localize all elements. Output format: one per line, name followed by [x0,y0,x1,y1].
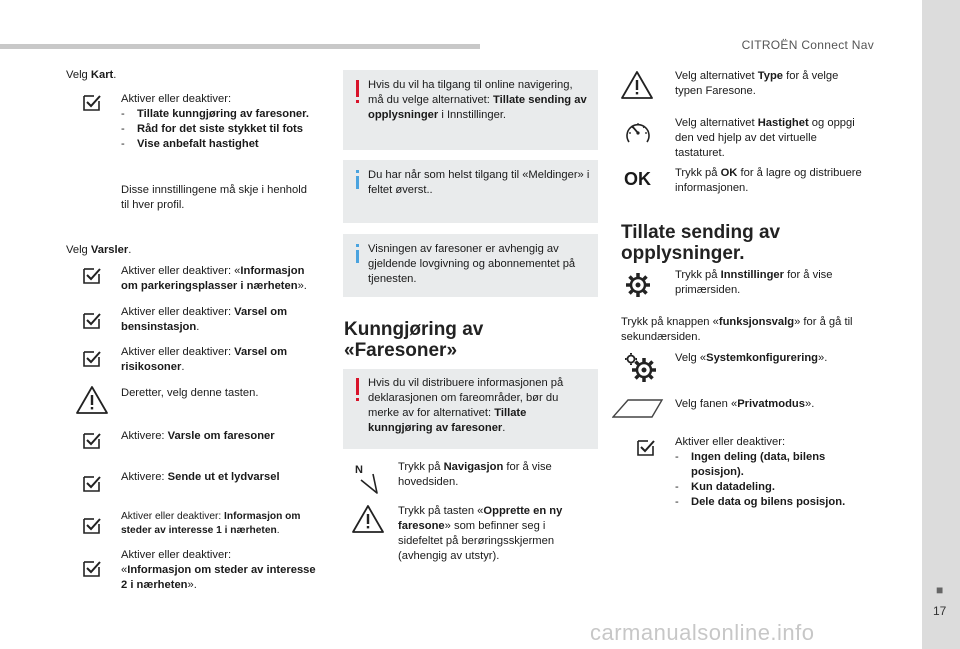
settings-gear-icon [624,271,652,299]
brand-title: CITROËN Connect Nav [741,38,874,52]
checkbox-icon [82,473,102,493]
page-end-marker: ■ [936,583,944,597]
info-mark-dot [356,244,359,247]
warning-mark [356,378,359,395]
press-create-zone-text: Trykk på tasten «Opprette en ny faresone» som befinner seg i sidefeltet på berøringsskjermen (avhengig av utstyr). [398,505,563,562]
checkbox-icon [636,437,656,457]
ok-icon: OK [624,169,651,189]
select-alerts-text: Velg Varsler. [66,244,132,256]
warning-triangle-icon [620,70,654,100]
select-private-mode-tab-text: Velg fanen «Privatmodus». [675,398,815,410]
checkbox-icon [82,348,102,368]
press-settings-text: Trykk på Innstillinger for å vise primærsiden. [675,269,833,296]
warning-mark-dot [356,100,359,103]
info-mark [356,250,359,263]
map-settings-block: Aktiver eller deaktiver: - Tillate kunngjøring av faresoner. - Råd for det siste stykket til fots - Vise anbefalt hastighet [121,92,311,152]
warning-text-distribute: Hvis du vil distribuere informasjonen på deklarasjonen om fareområder, bør du merke av for alternativet: Tillate kunngjøring av faresoner. [368,377,564,434]
warning-triangle-icon [351,504,385,534]
section-heading-hazard-zones: Kunngjøring av «Faresoner» [344,319,484,361]
press-ok-text: Trykk på OK for å lagre og distribuere informasjonen. [675,167,862,194]
warning-text-online-nav: Hvis du vil ha tilgang til online navigering, må du velge alternativet: Tillate sending av opplysninger i Innstillinger. [368,79,587,121]
info-text-messages: Du har når som helst tilgang til «Meldinger» i feltet øverst.. [368,169,590,196]
activate-hazard-text: Aktivere: Varsle om faresoner [121,430,275,442]
watermark-text: carmanualsonline.info [590,620,815,645]
select-map-text: Velg Kart. [66,69,117,81]
checkbox-icon [82,310,102,330]
alert-parking-text: Aktiver eller deaktiver: «Informasjon om parkeringsplasser i nærheten». [121,265,307,292]
alert-fuel-text: Aktiver eller deaktiver: Varsel om bensinstasjon. [121,306,288,333]
select-speed-text: Velg alternativet Hastighet og oppgi den ved hjelp av det virtuelle tastaturet. [675,117,855,159]
info-text-hazard-zones: Visningen av faresoner er avhengig av gjeldende lovgivning og abonnementet på tjenesten. [368,243,576,285]
checkbox-icon [82,265,102,285]
system-configuration-gears-icon [624,352,658,384]
press-function-button-text: Trykk på knappen «funksjonsvalg» for å gå til sekundærsiden. [621,316,853,343]
speedometer-icon [623,118,653,148]
warning-mark-dot [356,398,359,401]
tab-icon [612,398,664,418]
poi1-text: Aktiver eller deaktiver: Informasjon om steder av interesse 1 i nærheten. [121,511,301,536]
poi2-text: Aktiver eller deaktiver: «Informasjon om steder av interesse 2 i nærheten». [121,549,316,591]
svg-text:N: N [355,464,363,476]
checkbox-icon [82,558,102,578]
checkbox-icon [82,92,102,112]
press-key-text: Deretter, velg denne tasten. [121,387,259,399]
section-heading-allow-sending: Tillate sending av opplysninger. [621,222,781,264]
alert-risk-text: Aktiver eller deaktiver: Varsel om risikosoner. [121,346,288,373]
map-settings-note: Disse innstillingene må skje i henhold til hver profil. [121,184,307,211]
page-number: 17 [933,604,947,618]
press-navigation-text: Trykk på Navigasjon for å vise hovedsiden. [398,461,552,488]
select-system-config-text: Velg «Systemkonfigurering». [675,352,828,364]
page-edge-band [922,0,960,649]
select-type-text: Velg alternativet Type for å velge typen Faresone. [675,70,839,97]
checkbox-icon [82,515,102,535]
info-mark-dot [356,170,359,173]
privacy-options-block: Aktiver eller deaktiver: - Ingen deling (data, bilens posisjon). - Kun datadeling. - Dele data og bilens posisjon. [675,435,875,510]
header-rule [0,44,480,49]
navigation-arrow-icon [355,462,381,494]
warning-mark [356,80,359,97]
warning-triangle-icon [75,385,109,415]
activate-sound-text: Aktivere: Sende ut et lydvarsel [121,471,280,483]
checkbox-icon [82,430,102,450]
info-mark [356,176,359,189]
